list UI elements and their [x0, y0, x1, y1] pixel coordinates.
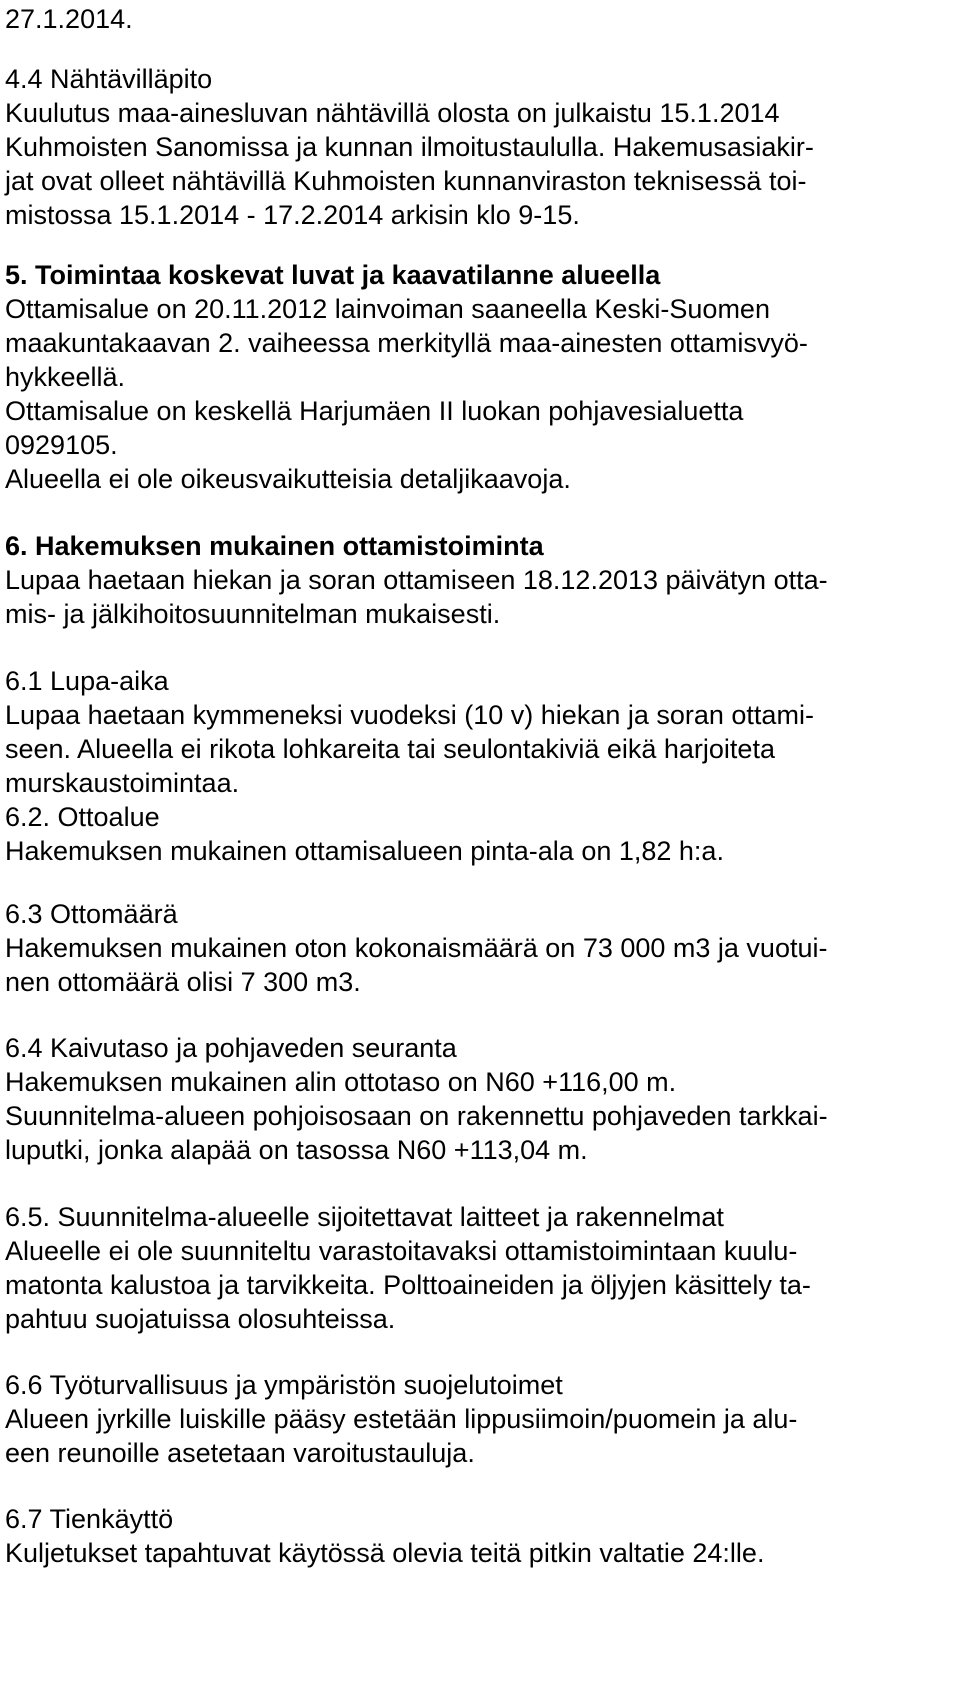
paragraph-line: maakuntakaavan 2. vaiheessa merkityllä maa-ainesten ottamisvyö-: [5, 328, 808, 358]
paragraph-line: Lupaa haetaan hiekan ja soran ottamiseen 18.12.2013 päivätyn otta-: [5, 565, 828, 595]
section-heading: 6.2. Ottoalue: [5, 802, 160, 832]
paragraph-line: Kuulutus maa-ainesluvan nähtävillä olosta on julkaistu 15.1.2014: [5, 98, 780, 128]
paragraph-line: 0929105.: [5, 430, 118, 460]
paragraph-line: Suunnitelma-alueen pohjoisosaan on rakennettu pohjaveden tarkkai-: [5, 1101, 828, 1131]
paragraph-line: murskaustoimintaa.: [5, 768, 240, 798]
paragraph-line: Hakemuksen mukainen alin ottotaso on N60 +116,00 m.: [5, 1067, 677, 1097]
section-heading: 6.6 Työturvallisuus ja ympäristön suojelutoimet: [5, 1370, 563, 1400]
section-heading: 6.1 Lupa-aika: [5, 666, 169, 696]
paragraph-line: Ottamisalue on keskellä Harjumäen II luokan pohjavesialuetta: [5, 396, 744, 426]
document-date: 27.1.2014.: [5, 4, 133, 34]
paragraph-line: mis- ja jälkihoitosuunnitelman mukaisesti.: [5, 599, 501, 629]
section-heading: 6. Hakemuksen mukainen ottamistoiminta: [5, 531, 544, 561]
section-heading: 6.7 Tienkäyttö: [5, 1504, 174, 1534]
paragraph-line: Hakemuksen mukainen ottamisalueen pinta-ala on 1,82 h:a.: [5, 836, 724, 866]
section-heading: 6.3 Ottomäärä: [5, 899, 178, 929]
section-heading: 5. Toimintaa koskevat luvat ja kaavatilanne alueella: [5, 260, 661, 290]
paragraph-line: seen. Alueella ei rikota lohkareita tai seulontakiviä eikä harjoiteta: [5, 734, 775, 764]
paragraph-line: mistossa 15.1.2014 - 17.2.2014 arkisin klo 9-15.: [5, 200, 580, 230]
paragraph-line: Lupaa haetaan kymmeneksi vuodeksi (10 v) hiekan ja soran ottami-: [5, 700, 814, 730]
section-heading: 6.4 Kaivutaso ja pohjaveden seuranta: [5, 1033, 457, 1063]
paragraph-line: jat ovat olleet nähtävillä Kuhmoisten kunnanviraston teknisessä toi-: [5, 166, 807, 196]
paragraph-line: Kuljetukset tapahtuvat käytössä olevia teitä pitkin valtatie 24:lle.: [5, 1538, 765, 1568]
paragraph-line: pahtuu suojatuissa olosuhteissa.: [5, 1304, 396, 1334]
paragraph-line: een reunoille asetetaan varoitustauluja.: [5, 1438, 475, 1468]
paragraph-line: Kuhmoisten Sanomissa ja kunnan ilmoitustaululla. Hakemusasiakir-: [5, 132, 814, 162]
section-heading: 6.5. Suunnitelma-alueelle sijoitettavat laitteet ja rakennelmat: [5, 1202, 724, 1232]
paragraph-line: hykkeellä.: [5, 362, 126, 392]
paragraph-line: Alueen jyrkille luiskille pääsy estetään lippusiimoin/puomein ja alu-: [5, 1404, 798, 1434]
section-heading: 4.4 Nähtävilläpito: [5, 64, 213, 94]
paragraph-line: Alueella ei ole oikeusvaikutteisia detaljikaavoja.: [5, 464, 571, 494]
paragraph-line: nen ottomäärä olisi 7 300 m3.: [5, 967, 361, 997]
paragraph-line: Hakemuksen mukainen oton kokonaismäärä on 73 000 m3 ja vuotui-: [5, 933, 828, 963]
paragraph-line: matonta kalustoa ja tarvikkeita. Polttoaineiden ja öljyjen käsittely ta-: [5, 1270, 811, 1300]
paragraph-line: Ottamisalue on 20.11.2012 lainvoiman saaneella Keski-Suomen: [5, 294, 770, 324]
paragraph-line: luputki, jonka alapää on tasossa N60 +113,04 m.: [5, 1135, 588, 1165]
paragraph-line: Alueelle ei ole suunniteltu varastoitavaksi ottamistoimintaan kuulu-: [5, 1236, 798, 1266]
